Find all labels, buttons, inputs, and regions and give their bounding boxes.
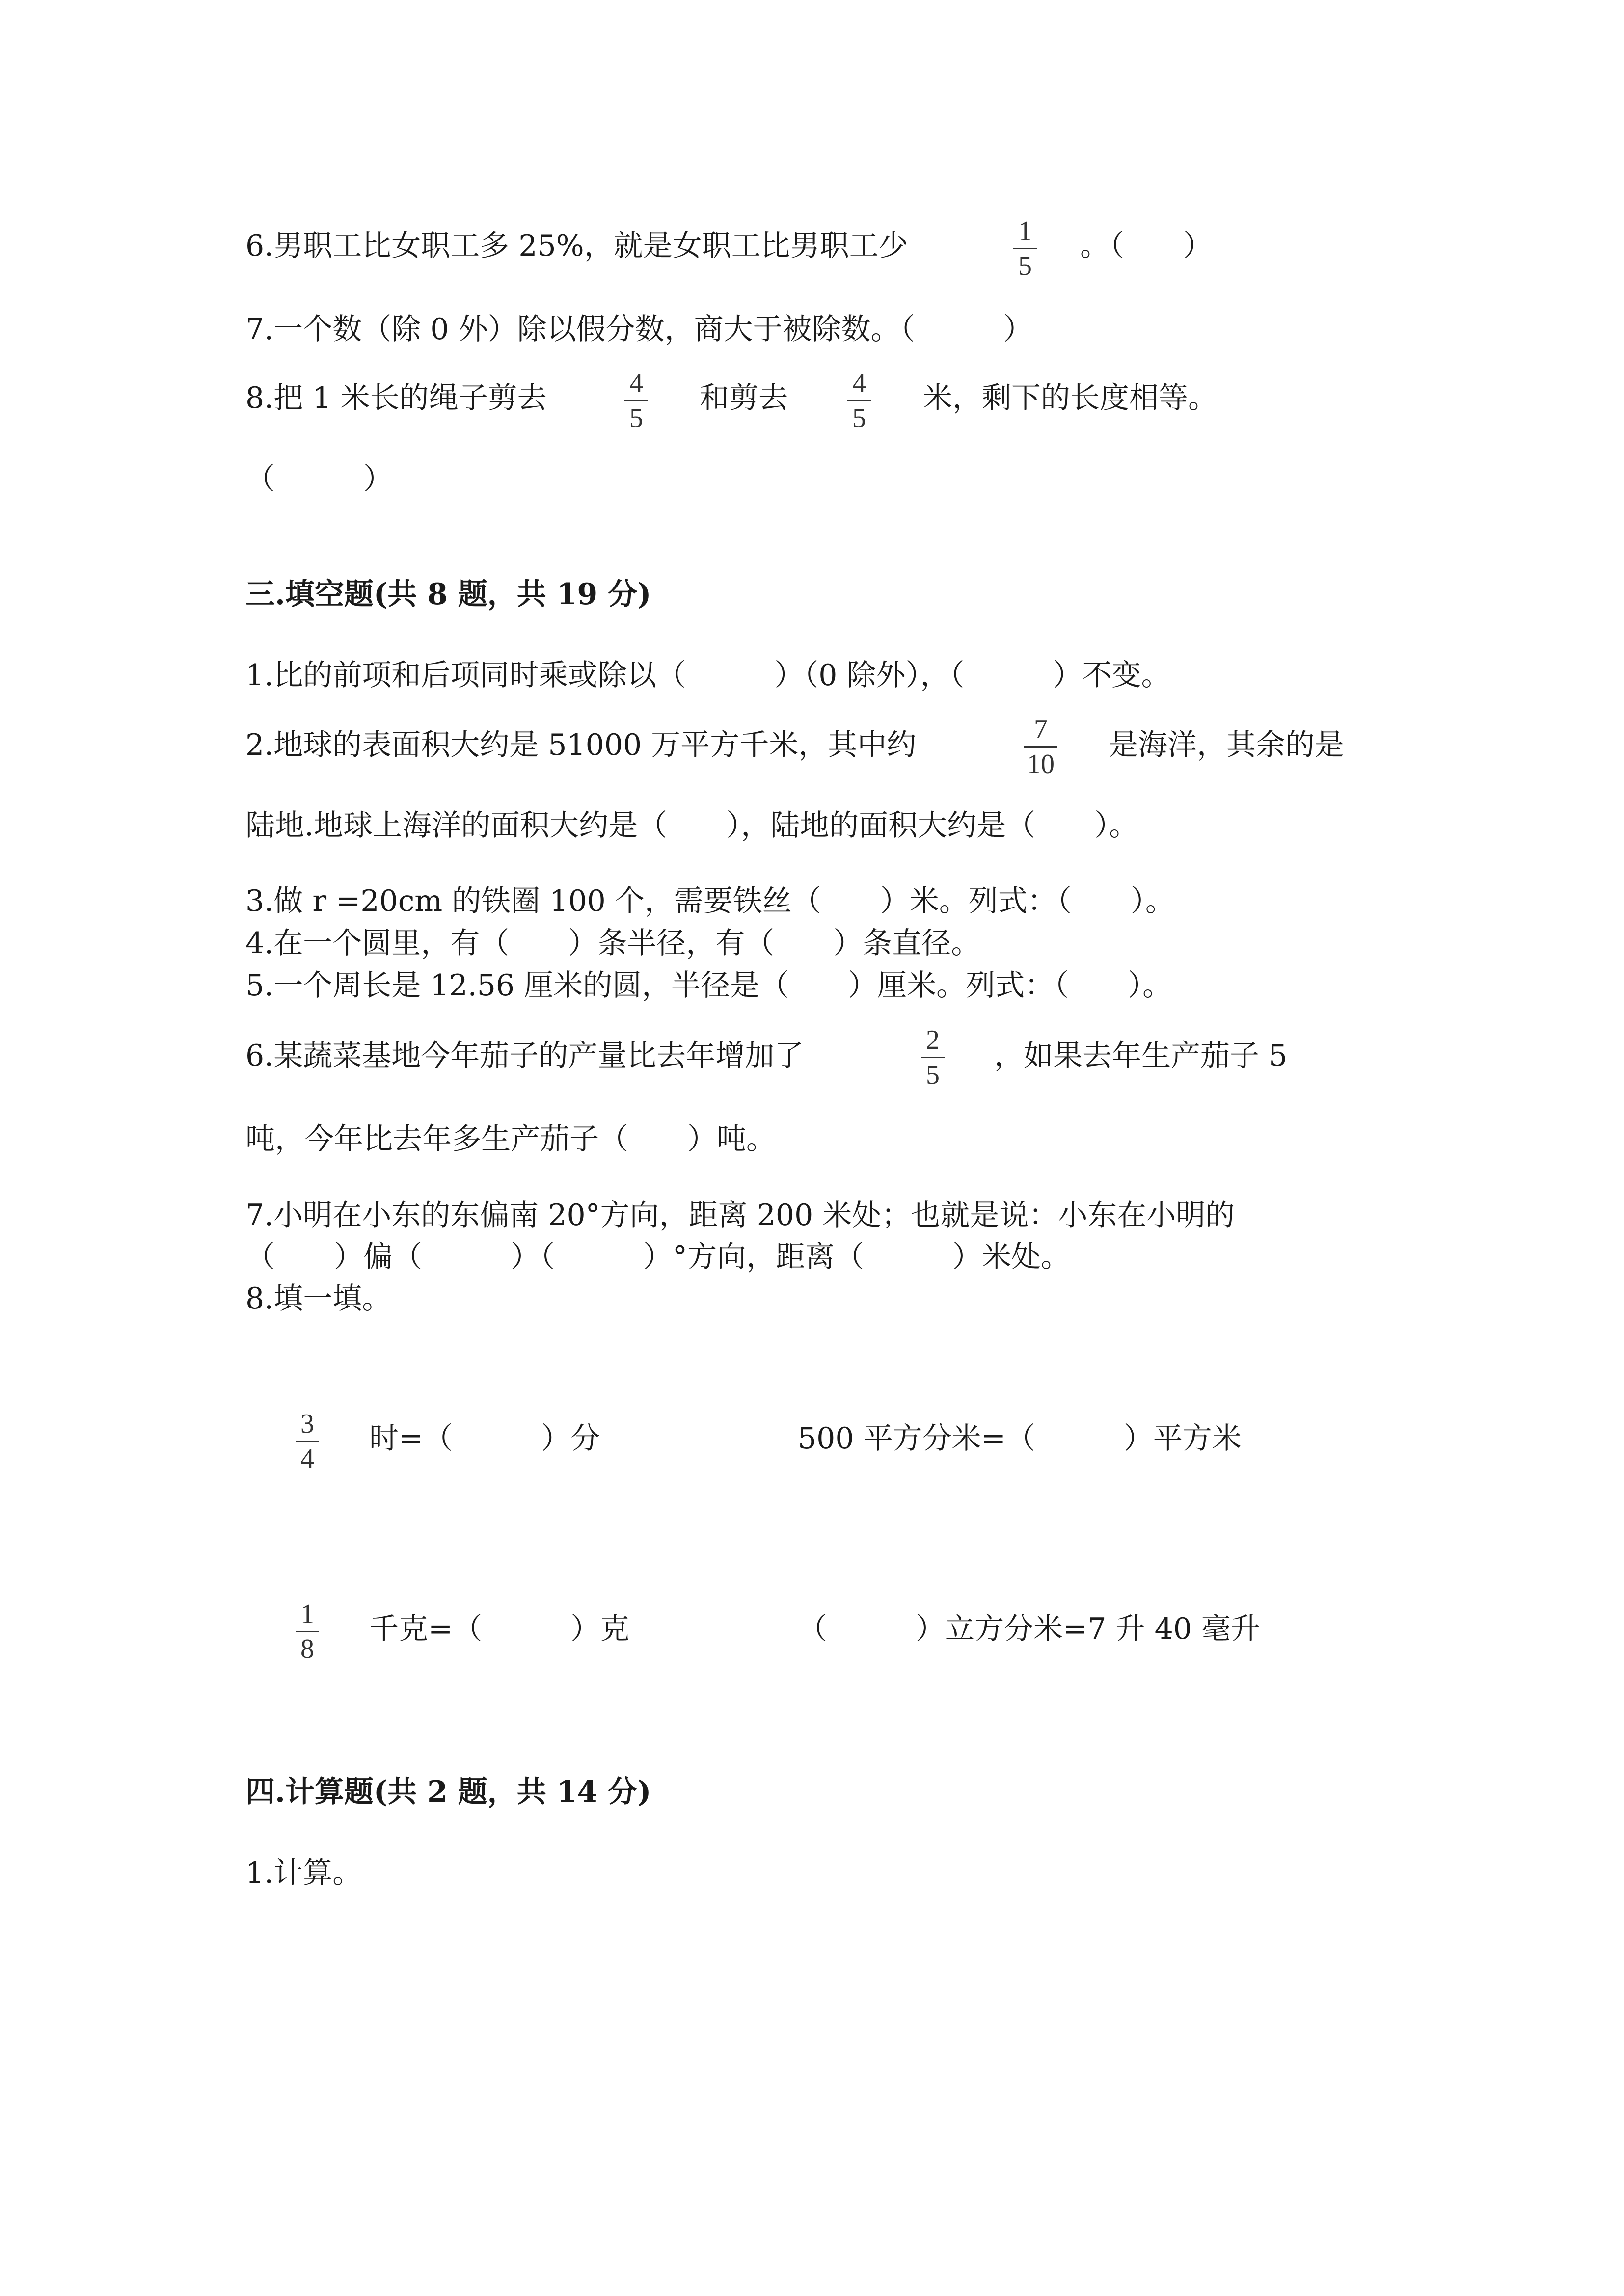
q2-6-answer: 。（ ） [1080,229,1213,263]
q3-3-text: 3.做 r =20cm 的铁圈 100 个，需要铁丝（ ）米。列式：（ ）。 [245,884,1175,918]
q3-4-text: 4.在一个圆里，有（ ）条半径，有（ ）条直径。 [245,926,981,961]
q3-8-title: 8.填一填。 [245,1281,392,1316]
fraction-1-8 [293,1599,322,1664]
fraction-denominator: 8 [300,1634,314,1664]
q2-8-text-a: 8.把 1 米长的绳子剪去 [245,381,547,415]
q3-8-item-a: 时=（ ）分 [369,1421,600,1456]
q2-8-answer: （ ） [245,462,393,496]
q3-6-line2: 吨，今年比去年多生产茄子（ ）吨。 [245,1122,776,1156]
fraction-numerator: 1 [300,1599,314,1629]
fraction-7-10 [1021,714,1060,779]
fraction-denominator: 5 [852,403,866,433]
fraction-numerator: 4 [852,368,866,399]
fraction-bar [921,1057,945,1058]
fraction-numerator: 7 [1034,714,1048,745]
section-heading-calculation: 四.计算题(共 2 题，共 14 分) [245,1775,651,1809]
fraction-denominator: 10 [1027,749,1055,779]
q3-8-item-c: 千克=（ ）克 [369,1612,630,1646]
fraction-numerator: 2 [926,1025,940,1055]
q3-8-item-b: 500 平方分米=（ ）平方米 [798,1421,1242,1456]
fraction-denominator: 5 [629,403,643,433]
fraction-1-5 [1010,216,1040,281]
q4-1-text: 1.计算。 [245,1856,362,1890]
q2-7-text: 7.一个数（除 0 外）除以假分数，商大于被除数。（ ） [245,312,1033,347]
q3-7-line1: 7.小明在小东的东偏南 20°方向，距离 200 米处；也就是说：小东在小明的 [245,1198,1235,1232]
fraction-2-5 [918,1025,947,1090]
q3-7-line2: （ ）偏（ ）（ ）°方向，距离（ ）米处。 [245,1240,1070,1274]
q2-6-text: 6.男职工比女职工多 25%，就是女职工比男职工少 [245,229,908,263]
fraction-bar [624,400,648,401]
q3-1-text: 1.比的前项和后项同时乘或除以（ ）（0 除外），（ ）不变。 [245,658,1171,693]
q3-5-text: 5.一个周长是 12.56 厘米的圆，半径是（ ）厘米。列式：（ ）。 [245,968,1172,1003]
fraction-numerator: 1 [1018,216,1032,246]
fraction-3-4 [293,1409,322,1474]
q3-8-item-d: （ ）立方分米=7 升 40 毫升 [798,1612,1261,1646]
fraction-bar [847,400,871,401]
q3-2-line2: 陆地.地球上海洋的面积大约是（ ），陆地的面积大约是（ ）。 [245,808,1139,843]
fraction-denominator: 5 [926,1060,940,1090]
fraction-4-5-a [622,368,651,433]
fraction-bar [1024,746,1057,748]
q3-2-text-b: 是海洋，其余的是 [1109,728,1344,762]
fraction-numerator: 3 [300,1409,314,1439]
fraction-bar [1013,248,1037,249]
q3-2-text-a: 2.地球的表面积大约是 51000 万平方千米，其中约 [245,728,917,762]
fraction-bar [296,1441,319,1442]
section-heading-fill-in: 三.填空题(共 8 题，共 19 分) [245,577,651,612]
q2-8-text-c: 米，剩下的长度相等。 [923,381,1218,415]
fraction-4-5-b [844,368,874,433]
q3-6-text-b: ，如果去年生产茄子 5 [994,1039,1288,1073]
q2-8-text-b: 和剪去 [700,381,788,415]
fraction-numerator: 4 [629,368,643,399]
fraction-bar [296,1631,319,1632]
fraction-denominator: 4 [300,1443,314,1474]
fraction-denominator: 5 [1018,251,1032,281]
q3-6-text-a: 6.某蔬菜基地今年茄子的产量比去年增加了 [245,1039,804,1073]
